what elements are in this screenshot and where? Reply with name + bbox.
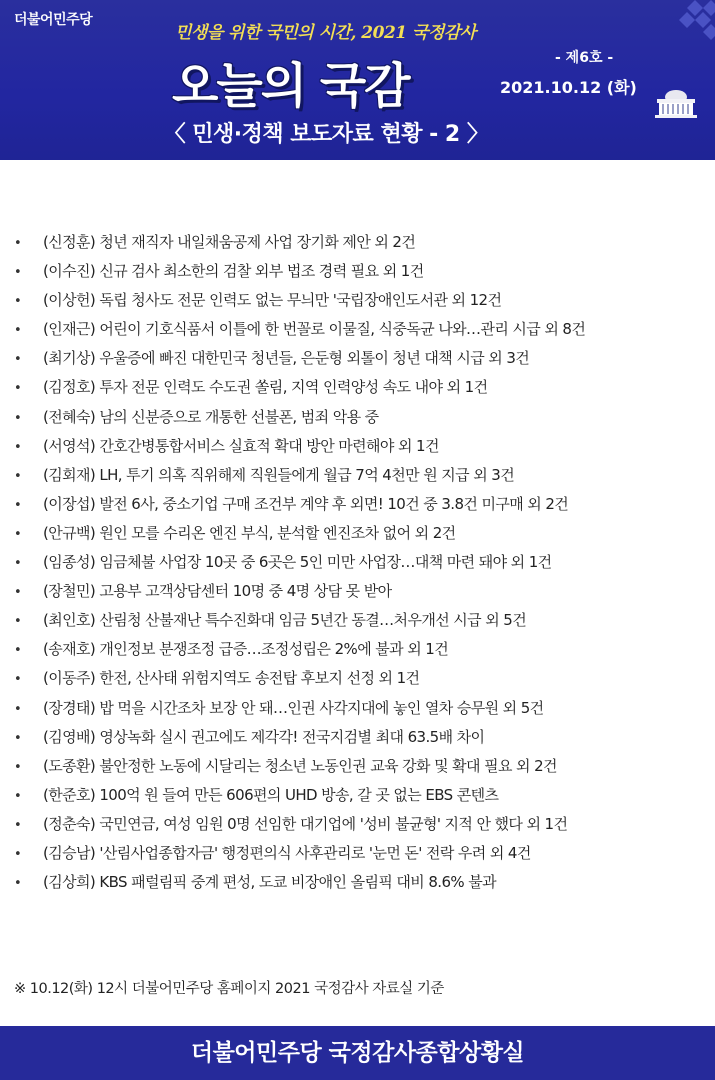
list-item (14, 286, 710, 315)
page-title: 오늘의 국감 (172, 58, 409, 114)
list-item-text: (신정훈) 청년 재직자 내일채움공제 사업 장기화 제안 외 2건 (43, 233, 416, 251)
party-name: 더불어민주당 (14, 12, 93, 28)
press-release-list (14, 228, 710, 897)
list-item (14, 606, 710, 635)
bullet-icon: • (14, 497, 22, 513)
list-item (14, 315, 710, 344)
list-item-text: (송재호) 개인정보 분쟁조정 급증…조정성립은 2%에 불과 외 1건 (43, 640, 449, 659)
list-item (14, 635, 710, 664)
issue-date: 2021.10.12 (화) (500, 78, 637, 97)
list-item-text: (최기상) 우울증에 빠진 대한민국 청년들, 은둔형 외톨이 청년 대책 시급 외 3건 (43, 349, 530, 368)
list-item (14, 839, 710, 868)
list-item (14, 228, 710, 257)
list-item-text: (김영배) 영상녹화 실시 권고에도 제각각! 전국지검별 최대 63.5배 차이 (43, 727, 485, 746)
bullet-icon: • (14, 556, 22, 572)
list-item-text: (안규백) 원인 모를 수리온 엔진 부식, 분석할 엔진조차 없어 외 2건 (43, 523, 456, 542)
list-item (14, 694, 710, 723)
header-banner (0, 0, 715, 160)
list-item (14, 373, 710, 402)
list-item-text: (이수진) 신규 검사 최소한의 검찰 외부 법조 경력 필요 외 1건 (43, 262, 424, 281)
list-item-text: (김정호) 투자 전문 인력도 수도권 쏠림, 지역 인력양성 속도 내야 외 1건 (43, 378, 488, 397)
section-subtitle: 〈 민생·정책 보도자료 현황 - 2 〉 (163, 122, 489, 147)
bullet-icon: • (14, 846, 22, 862)
bullet-icon: • (14, 526, 22, 542)
list-item (14, 868, 710, 897)
footer-banner: 더불어민주당 국정감사종합상황실 (0, 1026, 715, 1080)
bullet-icon: • (14, 817, 22, 833)
list-item (14, 548, 710, 577)
bullet-icon: • (14, 265, 22, 281)
list-item-text: (도종환) 불안정한 노동에 시달리는 청소년 노동인권 교육 강화 및 확대 필요 외 2건 (43, 756, 557, 775)
bullet-icon: • (14, 381, 22, 397)
bullet-icon: • (14, 788, 22, 804)
bullet-icon: • (14, 468, 22, 484)
list-item (14, 257, 710, 286)
list-item-text: (정춘숙) 국민연금, 여성 임원 0명 선임한 대기업에 '성비 불균형' 지적 안 했다 외 1건 (43, 814, 568, 833)
list-item (14, 344, 710, 373)
list-item-text: (김회재) LH, 투기 의혹 직위해제 직원들에게 월급 7억 4천만 원 지급 외 3건 (43, 465, 515, 484)
list-item-text: (이상헌) 독립 청사도 전문 인력도 없는 무늬만 '국립장애인도서관 외 12건 (43, 291, 502, 310)
bullet-icon: • (14, 672, 22, 688)
bullet-icon: • (14, 701, 22, 717)
list-item-text: (최인호) 산림청 산불재난 특수진화대 임금 5년간 동결…처우개선 시급 외 5건 (43, 611, 527, 630)
source-note: ※ 10.12(화) 12시 더불어민주당 홈페이지 2021 국정감사 자료실 기준 (14, 981, 444, 997)
list-item (14, 490, 710, 519)
bullet-icon: • (14, 323, 22, 339)
list-item-text: (장경태) 밥 먹을 시간조차 보장 안 돼…인권 사각지대에 놓인 열차 승무원 외 5건 (43, 698, 544, 717)
list-item (14, 403, 710, 432)
bullet-icon: • (14, 410, 22, 426)
list-item (14, 461, 710, 490)
list-item-text: (임종성) 임금체불 사업장 10곳 중 6곳은 5인 미만 사업장…대책 마련 돼야 외 1건 (43, 553, 552, 572)
bullet-icon: • (14, 876, 22, 892)
edition-number: - 제6호 - (555, 50, 614, 66)
national-assembly-icon (651, 87, 701, 119)
bullet-icon: • (14, 730, 22, 746)
list-item-text: (전혜숙) 남의 신분증으로 개통한 선불폰, 범죄 악용 중 (43, 407, 379, 426)
bullet-icon: • (14, 236, 22, 251)
list-item-text: (김승남) '산림사업종합자금' 행정편의식 사후관리로 '눈먼 돈' 전락 우려 외 4건 (43, 843, 531, 862)
bullet-icon: • (14, 759, 22, 775)
list-item (14, 781, 710, 810)
list-item (14, 752, 710, 781)
list-item-text: (이장섭) 발전 6사, 중소기업 구매 조건부 계약 후 외면! 10건 중 3.8건 미구매 외 2건 (43, 494, 569, 513)
bullet-icon: • (14, 614, 22, 630)
bullet-icon: • (14, 643, 22, 659)
list-item (14, 519, 710, 548)
list-item-text: (한준호) 100억 원 들여 만든 606편의 UHD 방송, 갈 곳 없는 EBS 콘텐츠 (43, 785, 499, 804)
bullet-icon: • (14, 352, 22, 368)
list-item (14, 432, 710, 461)
bullet-icon: • (14, 294, 22, 310)
list-item (14, 577, 710, 606)
list-item (14, 810, 710, 839)
list-item-text: (인재근) 어린이 기호식품서 이틀에 한 번꼴로 이물질, 식중독균 나와…관리 시급 외 8건 (43, 320, 586, 339)
list-item-text: (김상희) KBS 패럴림픽 중계 편성, 도쿄 비장애인 올림픽 대비 8.6% 불과 (43, 873, 497, 892)
list-item (14, 664, 710, 693)
list-item-text: (장철민) 고용부 고객상담센터 10명 중 4명 상담 못 받아 (43, 582, 392, 601)
list-item-text: (서영석) 간호간병통합서비스 실효적 확대 방안 마련해야 외 1건 (43, 436, 439, 455)
list-item (14, 723, 710, 752)
bullet-icon: • (14, 585, 22, 601)
bullet-icon: • (14, 439, 22, 455)
tagline: 민생을 위한 국민의 시간, 2021 국정감사 (175, 23, 476, 43)
list-item-text: (이동주) 한전, 산사태 위험지역도 송전탑 후보지 선정 외 1건 (43, 669, 420, 688)
diamond-pattern-icon (665, 0, 715, 40)
